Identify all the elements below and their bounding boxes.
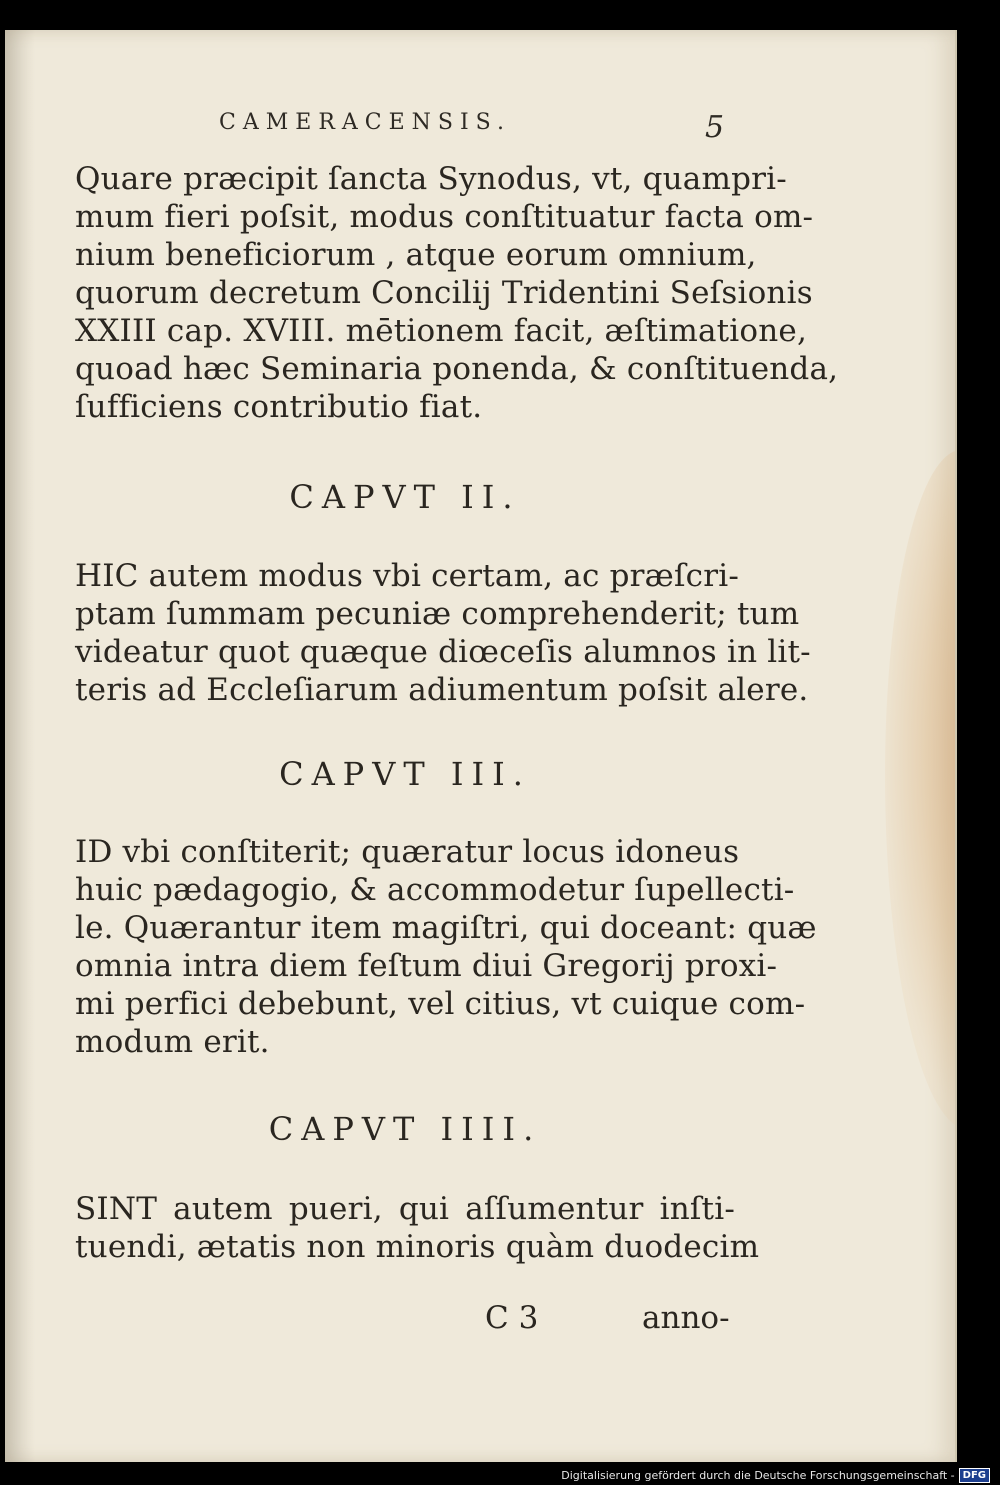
text-line: tuendi, ætatis non minoris quàm duodecim — [75, 1229, 760, 1265]
text-line: mum fieri poſsit, modus conſtituatur facta om- — [75, 199, 814, 235]
dfg-logo: DFG — [959, 1468, 990, 1483]
text-line: teris ad Eccleſiarum adiumentum poſsit alere. — [75, 672, 809, 708]
text-line: ID vbi conſtiterit; quæratur locus idoneus — [75, 834, 740, 870]
text-line: ſufficiens contributio fiat. — [75, 389, 483, 425]
text-line: XXIII cap. XVIII. mētionem facit, æſtimatione, — [75, 313, 808, 349]
text-line: nium beneficiorum , atque eorum omnium, — [75, 237, 757, 273]
text-line: Quare præcipit ſancta Synodus, vt, quampri- — [75, 161, 787, 197]
credit-text: Digitalisierung gefördert durch die Deutsche Forschungsgemeinschaft - — [561, 1469, 955, 1482]
chapter-heading: CAPVT IIII. — [268, 1110, 542, 1148]
book-page — [5, 30, 957, 1462]
running-head: CAMERACENSIS. — [219, 110, 511, 135]
spine-shadow — [5, 30, 35, 1462]
text-line: SINT autem pueri, qui aſſumentur inſti- — [75, 1191, 735, 1227]
water-stain — [885, 450, 957, 1130]
text-line: ptam ſummam pecuniæ comprehenderit; tum — [75, 596, 800, 632]
text-line: omnia intra diem feſtum diui Gregorij proxi- — [75, 948, 778, 984]
chapter-heading: CAPVT II. — [289, 478, 521, 516]
page-number: 5 — [705, 110, 725, 145]
text-line: modum erit. — [75, 1024, 270, 1060]
catchword: anno- — [642, 1300, 730, 1336]
text-line: videatur quot quæque diœceſis alumnos in lit- — [75, 634, 811, 670]
text-line: quorum decretum Concilij Tridentini Seſsionis — [75, 275, 813, 311]
text-line: le. Quærantur item magiſtri, qui doceant: quæ — [75, 910, 817, 946]
signature-mark: C 3 — [485, 1300, 539, 1336]
text-line: HIC autem modus vbi certam, ac præſcri- — [75, 558, 740, 594]
digitization-credit — [561, 1468, 990, 1483]
text-line: mi perfici debebunt, vel citius, vt cuique com- — [75, 986, 806, 1022]
text-line: quoad hæc Seminaria ponenda, & conſtituenda, — [75, 351, 839, 387]
text-line: huic pædagogio, & accommodetur ſupellecti- — [75, 872, 795, 908]
chapter-heading: CAPVT III. — [279, 755, 531, 793]
